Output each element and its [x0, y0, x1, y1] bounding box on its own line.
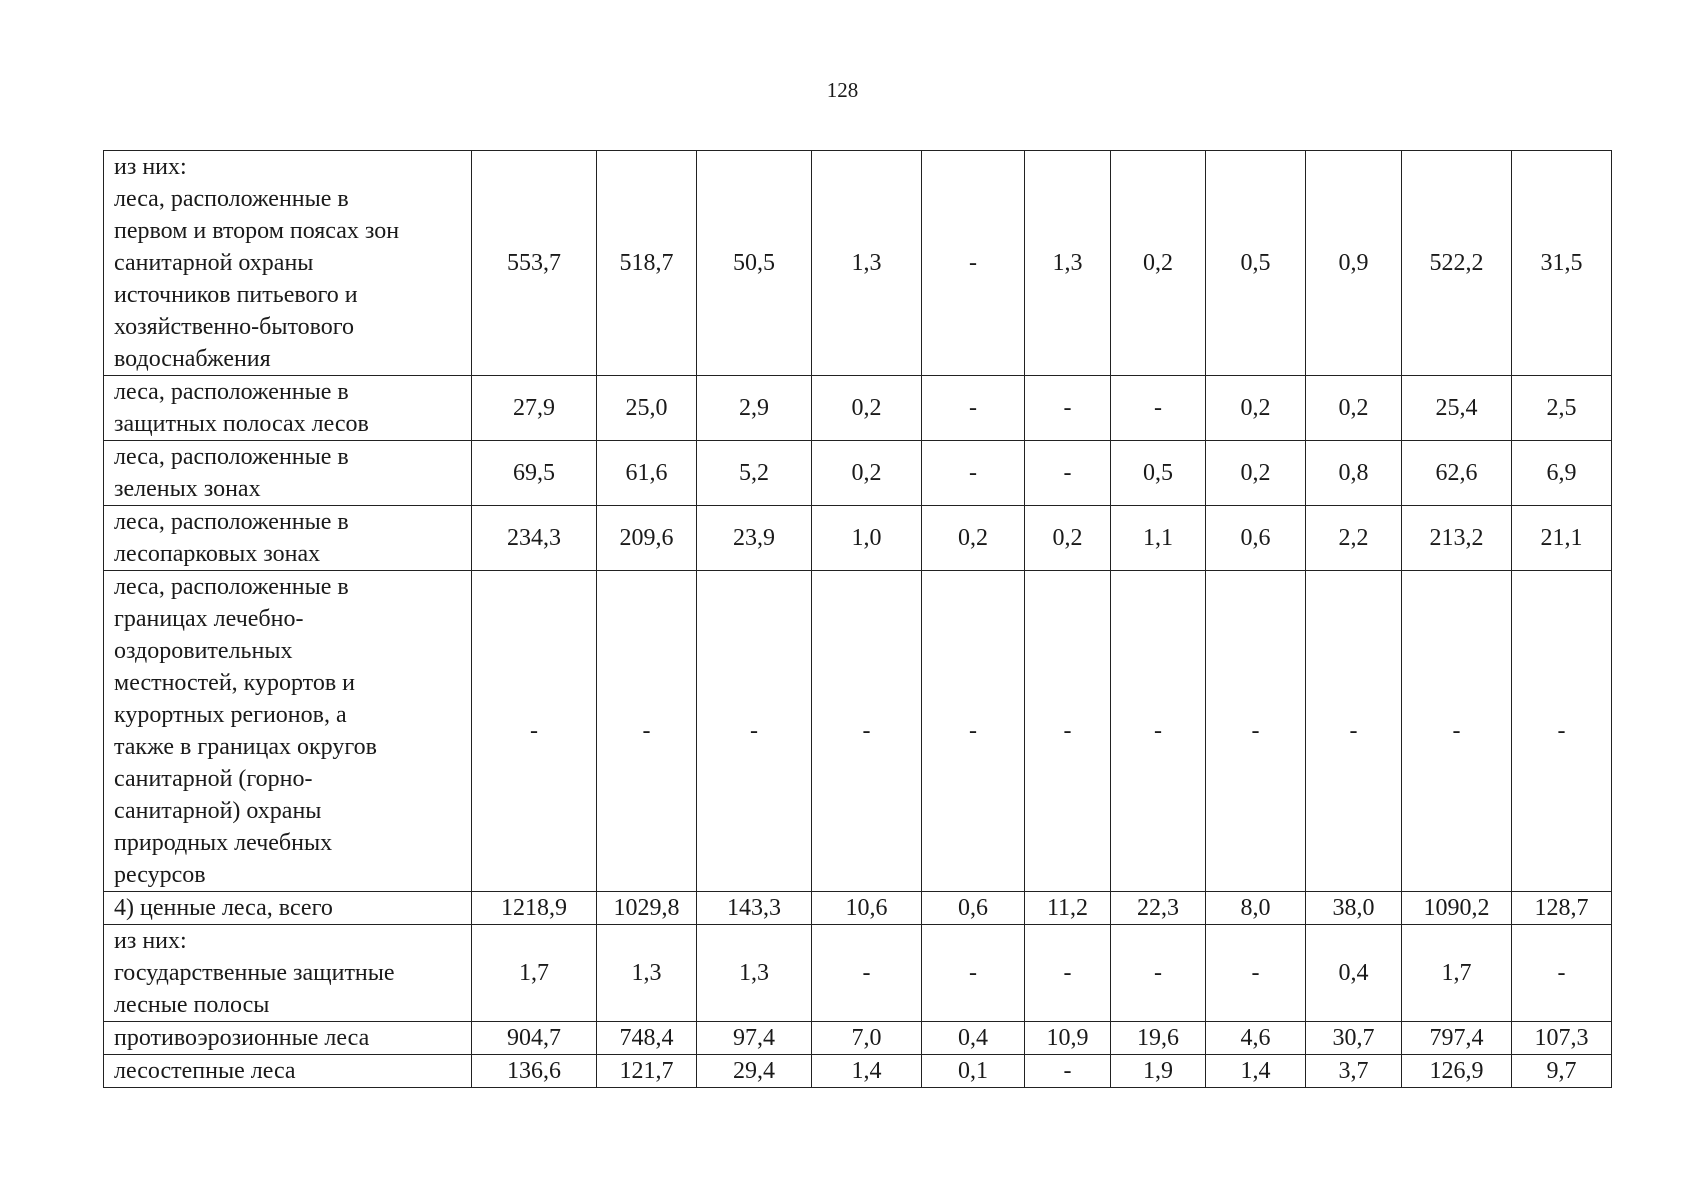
- row-label-line: леса, расположенные в: [114, 509, 349, 535]
- value-cell: 0,2: [1025, 506, 1111, 571]
- value-cell: 0,2: [1306, 376, 1402, 441]
- row-label-line: зеленых зонах: [114, 476, 261, 502]
- table-body: [104, 151, 1612, 1088]
- value-cell: 209,6: [597, 506, 697, 571]
- value-cell: -: [922, 376, 1025, 441]
- row-label-line: противоэрозионные леса: [114, 1025, 370, 1051]
- value-cell: 904,7: [472, 1022, 597, 1055]
- value-cell: 1,3: [697, 925, 812, 1022]
- row-label-line: леса, расположенные в: [114, 574, 349, 600]
- row-label-line: лесные полосы: [114, 992, 270, 1018]
- row-label-line: санитарной) охраны: [114, 798, 322, 824]
- value-cell: 69,5: [472, 441, 597, 506]
- page-number: 128: [826, 78, 859, 102]
- value-cell: 213,2: [1402, 506, 1512, 571]
- value-cell: 128,7: [1512, 892, 1612, 925]
- value-cell: 2,5: [1512, 376, 1612, 441]
- value-cell: 107,3: [1512, 1022, 1612, 1055]
- value-cell: 748,4: [597, 1022, 697, 1055]
- value-cell: 25,0: [597, 376, 697, 441]
- value-cell: -: [697, 571, 812, 892]
- value-cell: 0,4: [922, 1022, 1025, 1055]
- value-cell: 1090,2: [1402, 892, 1512, 925]
- value-cell: 136,6: [472, 1055, 597, 1088]
- value-cell: 25,4: [1402, 376, 1512, 441]
- value-cell: 1,7: [472, 925, 597, 1022]
- table-row: [104, 441, 1612, 506]
- row-label-line: источников питьевого и: [114, 282, 358, 308]
- row-label: [104, 376, 472, 441]
- table-row: [104, 1022, 1612, 1055]
- table-row: [104, 376, 1612, 441]
- row-label-line: курортных регионов, а: [114, 702, 347, 728]
- row-label-line: государственные защитные: [114, 960, 395, 986]
- value-cell: -: [812, 571, 922, 892]
- value-cell: -: [922, 441, 1025, 506]
- value-cell: 10,6: [812, 892, 922, 925]
- row-label-line: леса, расположенные в: [114, 444, 349, 470]
- value-cell: 0,2: [1206, 441, 1306, 506]
- value-cell: 61,6: [597, 441, 697, 506]
- value-cell: -: [812, 925, 922, 1022]
- value-cell: 8,0: [1206, 892, 1306, 925]
- row-label-line: также в границах округов: [114, 734, 377, 760]
- row-label-line: лесопарковых зонах: [114, 541, 321, 567]
- value-cell: -: [1512, 571, 1612, 892]
- value-cell: -: [1402, 571, 1512, 892]
- value-cell: 31,5: [1512, 151, 1612, 376]
- row-label-line: санитарной охраны: [114, 250, 314, 276]
- value-cell: 553,7: [472, 151, 597, 376]
- value-cell: 1,9: [1111, 1055, 1206, 1088]
- value-cell: 29,4: [697, 1055, 812, 1088]
- row-label-line: защитных полосах лесов: [114, 411, 369, 437]
- table-row: [104, 892, 1612, 925]
- value-cell: 0,2: [1111, 151, 1206, 376]
- value-cell: -: [1111, 376, 1206, 441]
- row-label-line: леса, расположенные в: [114, 186, 349, 212]
- value-cell: 121,7: [597, 1055, 697, 1088]
- value-cell: -: [1206, 571, 1306, 892]
- value-cell: 0,8: [1306, 441, 1402, 506]
- row-label-line: 4) ценные леса, всего: [114, 895, 333, 921]
- row-label: [104, 1055, 472, 1088]
- value-cell: 143,3: [697, 892, 812, 925]
- value-cell: 0,6: [1206, 506, 1306, 571]
- value-cell: 1,3: [812, 151, 922, 376]
- row-label: [104, 892, 472, 925]
- row-label: [104, 441, 472, 506]
- value-cell: 0,5: [1206, 151, 1306, 376]
- value-cell: 0,9: [1306, 151, 1402, 376]
- value-cell: 0,4: [1306, 925, 1402, 1022]
- value-cell: -: [1111, 925, 1206, 1022]
- value-cell: 1,4: [812, 1055, 922, 1088]
- table-row: [104, 151, 1612, 376]
- value-cell: 0,2: [922, 506, 1025, 571]
- value-cell: 0,2: [812, 376, 922, 441]
- value-cell: 11,2: [1025, 892, 1111, 925]
- row-label-line: хозяйственно-бытового: [114, 314, 355, 340]
- value-cell: 4,6: [1206, 1022, 1306, 1055]
- value-cell: 50,5: [697, 151, 812, 376]
- value-cell: -: [472, 571, 597, 892]
- value-cell: 23,9: [697, 506, 812, 571]
- value-cell: 0,5: [1111, 441, 1206, 506]
- value-cell: -: [1025, 376, 1111, 441]
- value-cell: 22,3: [1111, 892, 1206, 925]
- value-cell: 0,2: [812, 441, 922, 506]
- row-label: [104, 925, 472, 1022]
- value-cell: 0,1: [922, 1055, 1025, 1088]
- value-cell: 21,1: [1512, 506, 1612, 571]
- row-label-line: водоснабжения: [114, 346, 271, 372]
- value-cell: 2,2: [1306, 506, 1402, 571]
- value-cell: -: [922, 925, 1025, 1022]
- value-cell: 1218,9: [472, 892, 597, 925]
- row-label-line: природных лечебных: [114, 830, 333, 856]
- value-cell: -: [1111, 571, 1206, 892]
- value-cell: -: [1025, 1055, 1111, 1088]
- value-cell: 38,0: [1306, 892, 1402, 925]
- value-cell: 1029,8: [597, 892, 697, 925]
- value-cell: 1,0: [812, 506, 922, 571]
- value-cell: -: [1025, 441, 1111, 506]
- row-label: [104, 506, 472, 571]
- value-cell: 6,9: [1512, 441, 1612, 506]
- value-cell: 2,9: [697, 376, 812, 441]
- row-label-line: из них:: [114, 154, 187, 180]
- row-label-line: первом и втором поясах зон: [114, 218, 400, 244]
- row-label-line: леса, расположенные в: [114, 379, 349, 405]
- row-label-line: лесостепные леса: [114, 1058, 296, 1084]
- value-cell: 19,6: [1111, 1022, 1206, 1055]
- value-cell: 797,4: [1402, 1022, 1512, 1055]
- table-row: [104, 506, 1612, 571]
- row-label: [104, 151, 472, 376]
- value-cell: 7,0: [812, 1022, 922, 1055]
- value-cell: 62,6: [1402, 441, 1512, 506]
- row-label-line: из них:: [114, 928, 187, 954]
- table-row: [104, 571, 1612, 892]
- value-cell: 0,6: [922, 892, 1025, 925]
- forest-data-table: [103, 150, 1612, 1088]
- value-cell: -: [1025, 925, 1111, 1022]
- row-label-line: ресурсов: [114, 862, 206, 888]
- value-cell: 234,3: [472, 506, 597, 571]
- row-label: [104, 571, 472, 892]
- value-cell: 1,3: [1025, 151, 1111, 376]
- value-cell: -: [922, 571, 1025, 892]
- value-cell: 27,9: [472, 376, 597, 441]
- row-label-line: санитарной (горно-: [114, 766, 313, 792]
- value-cell: 1,1: [1111, 506, 1206, 571]
- value-cell: -: [1206, 925, 1306, 1022]
- value-cell: 10,9: [1025, 1022, 1111, 1055]
- table-row: [104, 925, 1612, 1022]
- value-cell: -: [1025, 571, 1111, 892]
- value-cell: 3,7: [1306, 1055, 1402, 1088]
- row-label-line: оздоровительных: [114, 638, 293, 664]
- value-cell: 126,9: [1402, 1055, 1512, 1088]
- value-cell: 522,2: [1402, 151, 1512, 376]
- value-cell: -: [1306, 571, 1402, 892]
- value-cell: 9,7: [1512, 1055, 1612, 1088]
- table-row: [104, 1055, 1612, 1088]
- value-cell: 0,2: [1206, 376, 1306, 441]
- row-label: [104, 1022, 472, 1055]
- row-label-line: местностей, курортов и: [114, 670, 356, 696]
- value-cell: -: [597, 571, 697, 892]
- value-cell: 1,4: [1206, 1055, 1306, 1088]
- row-label-line: границах лечебно-: [114, 606, 304, 632]
- value-cell: -: [922, 151, 1025, 376]
- value-cell: -: [1512, 925, 1612, 1022]
- value-cell: 97,4: [697, 1022, 812, 1055]
- value-cell: 518,7: [597, 151, 697, 376]
- value-cell: 1,3: [597, 925, 697, 1022]
- value-cell: 1,7: [1402, 925, 1512, 1022]
- value-cell: 5,2: [697, 441, 812, 506]
- value-cell: 30,7: [1306, 1022, 1402, 1055]
